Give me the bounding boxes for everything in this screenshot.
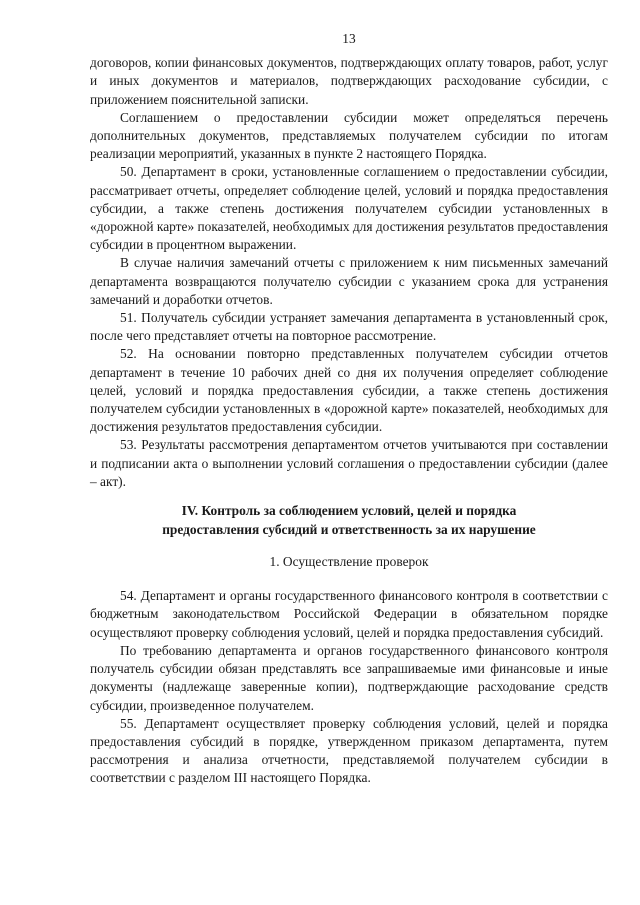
- paragraph: 51. Получатель субсидии устраняет замечания департамента в установленный срок, после чего представляет отчеты на повторное рассмотрение.: [90, 310, 608, 344]
- subsection-title: 1. Осуществление проверок: [269, 554, 429, 570]
- section-title-line: предоставления субсидий и ответственность за их нарушение: [162, 522, 536, 538]
- paragraph: 52. На основании повторно представленных получателем субсидии отчетов департамент в течение 10 рабочих дней со дня их получения определяет соблюдение целей, условий и порядка предоставления субсидии, а также степень достижения получателем субсидии установленных в «дорожной карте» показателей, необходимых для достижения результатов предоставления субсидии.: [90, 346, 608, 435]
- paragraph: По требованию департамента и органов государственного финансового контроля получатель субсидии обязан представлять все запрашиваемые ими финансовые и иные документы (надлежаще заверенные копии), подтверждающие расходование средств субсидии, произведенное получателем.: [90, 642, 608, 713]
- section-title-line: IV. Контроль за соблюдением условий, целей и порядка: [181, 503, 517, 519]
- paragraphs-top: [90, 54, 608, 491]
- paragraph: 54. Департамент и органы государственного финансового контроля в соответствии с бюджетным законодательством Российской Федерации в обязательном порядке осуществляют проверку соблюдения условий, целей и порядка предоставления субсидий.: [90, 588, 608, 640]
- paragraphs-bottom: [90, 587, 608, 787]
- paragraph: В случае наличия замечаний отчеты с приложением к ним письменных замечаний департамента возвращаются получателю субсидии с указанием срока для устранения замечаний и доработки отчетов.: [90, 255, 608, 307]
- section-title: [90, 501, 608, 539]
- document-page: [90, 30, 608, 788]
- paragraph: 50. Департамент в сроки, установленные соглашением о предоставлении субсидии, рассматривает отчеты, определяет соблюдение целей, условий и порядка предоставления субсидии, а также степень достижения получателем субсидии установленных в «дорожной карте» показателей, необходимых для достижения результатов предоставления субсидии в процентном выражении.: [90, 164, 609, 253]
- paragraph: Соглашением о предоставлении субсидии может определяться перечень дополнительных документов, представляемых получателем субсидии по итогам реализации мероприятий, указанных в пункте 2 настоящего Порядка.: [90, 109, 608, 162]
- paragraph: 55. Департамент осуществляет проверку соблюдения условий, целей и порядка предоставления субсидий в порядке, утвержденном приказом департамента, путем рассмотрения и анализа отчетности, представляемой получателем субсидии в соответствии с разделом III настоящего Порядка.: [90, 715, 608, 786]
- page-number: 13: [342, 31, 356, 46]
- paragraph: 53. Результаты рассмотрения департаментом отчетов учитываются при составлении и подписании акта о выполнении условий соглашения о предоставлении субсидии (далее – акт).: [90, 437, 608, 489]
- paragraph: договоров, копии финансовых документов, подтверждающих оплату товаров, работ, услуг и иных документов и материалов, подтверждающих расходование субсидии, с приложением пояснительной записки.: [90, 55, 608, 107]
